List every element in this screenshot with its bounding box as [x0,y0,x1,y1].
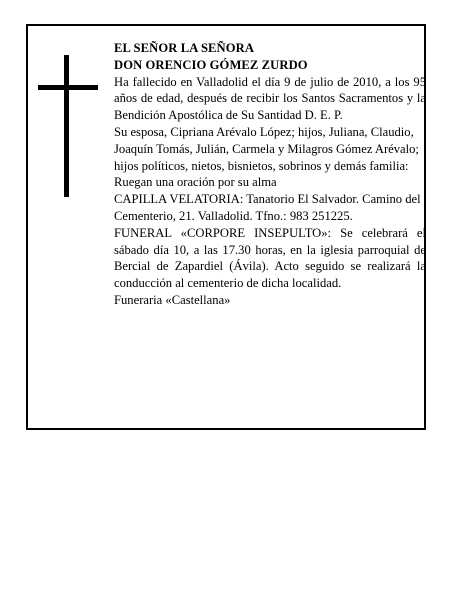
obituary-text-block [114,40,426,309]
wake-chapel-info: CAPILLA VELATORIA: Tanatorio El Salvador. Camino del Cementerio, 21. Valladolid. Tfno.: 983 251225. [114,192,421,223]
funeral-info: FUNERAL «CORPORE INSEPULTO»: Se celebrará el sábado día 10, a las 17.30 horas, en la iglesia parroquial de Bercial de Zapardiel (Ávila). Acto seguido se realizará la conducción al cementerio de dicha localidad. [114,225,426,291]
deceased-name: DON ORENCIO GÓMEZ ZURDO [114,57,308,72]
prayer-request: Ruegan una oración por su alma [114,175,277,190]
family-members: Su esposa, Cipriana Arévalo López; hijos, Juliana, Claudio, Joaquín Tomás, Julián, Carmela y Milagros Gómez Arévalo; hijos políticos, nietos, bisnietos, sobrinos y demás familia: [114,124,419,173]
cross-horizontal-bar [38,85,98,90]
notice-heading-title: EL SEÑOR LA SEÑORA [114,41,255,55]
funeral-home: Funeraria «Castellana» [114,292,231,307]
latin-cross-icon [38,55,98,197]
death-announcement: Ha fallecido en Valladolid el día 9 de julio de 2010, a los 95 años de edad, después de recibir los Santos Sacramentos y la Bendición Apostólica de Su Santidad D. E. P. [114,74,426,123]
cross-vertical-bar [64,55,69,197]
